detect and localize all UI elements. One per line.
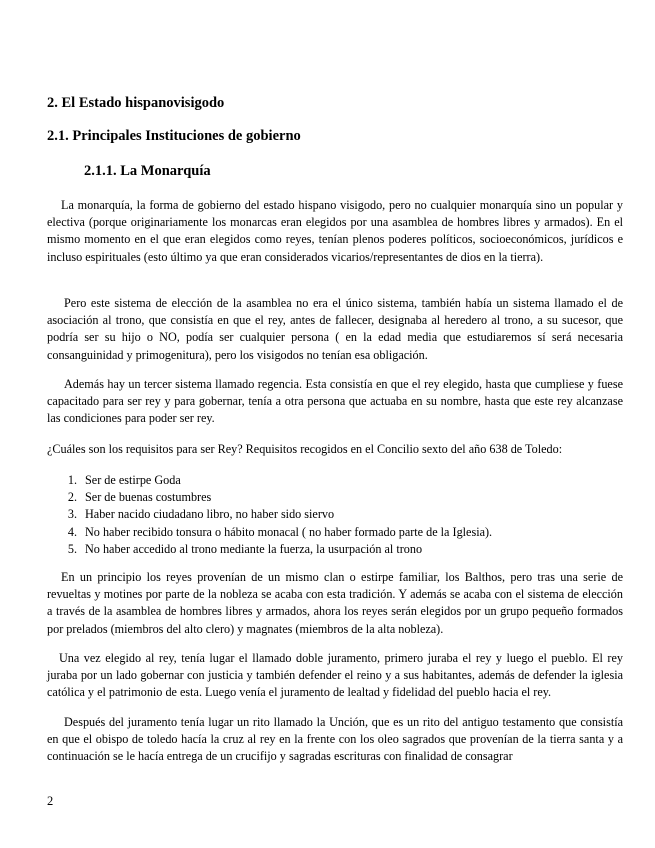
list-item-text: Ser de buenas costumbres — [85, 490, 212, 505]
list-item: 4 . No haber recibido tonsura o hábito monacal ( no haber formado parte de la Iglesia). — [47, 524, 607, 541]
list-item-text: No haber accedido al trono mediante la fuerza, la usurpación al trono — [85, 541, 423, 556]
page-number: 2 — [47, 794, 54, 808]
paragraph-uncion: Después del juramento tenía lugar un rito llamado la Unción, que es un rito del antiguo testamento que consistía en que el obispo de toledo hacía la cruz al rey en la frente con los oleo sagrados que provenían de la tierra santa y a continuación se le hacía entrega de un crucifijo y sagradas escrituras con finalidad de consagrar — [47, 715, 623, 764]
paragraph-balthos: En un principio los reyes provenían de un mismo clan o estirpe familiar, los Balthos, pero tras una serie de revueltas y motines por parte de la nobleza se acaba con esta tradición. Y además se acaba con el sistema de elección a través de la asamblea de hombres libres y armados, ahora los reyes serán elegidos por un grupo pequeño formados por prelados (miembros del alto clero) y magnates (miembros de la alta nobleza). — [47, 570, 623, 636]
list-item: 3 . Haber nacido ciudadano libro, no haber sido siervo — [47, 506, 607, 523]
paragraph-doble-juramento: Una vez elegido al rey, tenía lugar el llamado doble juramento, primero juraba el rey y luego el pueblo. El rey juraba por un lado gobernar con justicia y también defender el reino y a sus habitantes, además de defender la iglesia católica y el patrimonio de esta. Luego venía el juramento de lealtad y fidelidad del pueblo hacia el rey. — [47, 651, 623, 700]
subsubsection-heading: 2.1.1. La Monarquía — [84, 163, 211, 179]
list-item: 1 . Ser de estirpe Goda — [47, 472, 607, 489]
list-item-text: Ser de estirpe Goda — [85, 473, 181, 487]
list-item-text: No haber recibido tonsura o hábito monacal ( no haber formado parte de la Iglesia). — [85, 524, 493, 539]
paragraph-monarquia: La monarquía, la forma de gobierno del estado hispano visigodo, pero no cualquier monarquía sino un popular y electiva (porque originariamente los monarcas eran elegidos por una asamblea de hombres libres y armados). En el mismo momento en el que eran elegidos como reyes, tenían plenos poderes políticos, socioeconómicos, jurídicos e incluso espirituales (esto último ya que eran considerados vicarios/representantes de dios en la tierra). — [47, 198, 623, 264]
paragraph-asociacion-trono: Pero este sistema de elección de la asamblea no era el único sistema, también había un sistema llamado el de asociación al trono, que consistía en que el rey, antes de fallecer, designaba al heredero al trono, a su sucesor, que podría ser su hijo o NO, podía ser cualquier persona ( en la edad media que estudiaremos sí será necesaria consanguinidad y primogenitura), pero los visigodos no tenían esa obligación. — [47, 296, 623, 362]
list-item-text: Haber nacido ciudadano libro, no haber sido siervo — [85, 507, 335, 522]
list-item: 5 . No haber accedido al trono mediante la fuerza, la usurpación al trono — [47, 541, 607, 558]
paragraph-regencia: Además hay un tercer sistema llamado regencia. Esta consistía en que el rey elegido, hasta que cumpliese y fuese capacitado para ser rey y para gobernar, tenía a otra persona que actuaba en su nombre, hasta que este rey alcanzase las condiciones para poder ser rey. — [47, 377, 623, 426]
requirements-list — [47, 472, 607, 558]
paragraph-requisitos-intro: ¿Cuáles son los requisitos para ser Rey? Requisitos recogidos en el Concilio sexto del año 638 de Toledo: — [47, 442, 563, 456]
subsection-heading: 2.1. Principales Instituciones de gobierno — [47, 128, 301, 144]
list-item: 2 . Ser de buenas costumbres — [47, 489, 607, 506]
section-heading: 2. El Estado hispanovisigodo — [47, 95, 225, 111]
